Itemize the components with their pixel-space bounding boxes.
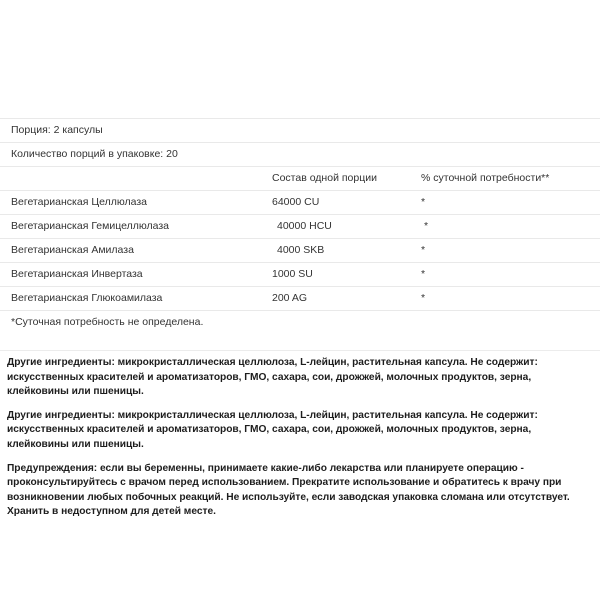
ingredient-amount: 200 AG [272,292,308,304]
servings-per-container-label: Количество порций в упаковке: 20 [11,148,178,160]
ingredient-amount: 1000 SU [272,268,313,280]
serving-size-label: Порция: 2 капсулы [11,124,103,136]
ingredient-name: Вегетарианская Глюкоамилаза [11,292,163,304]
daily-value-footnote: *Суточная потребность не определена. [11,316,204,328]
ingredient-amount: 4000 SKB [277,244,325,256]
ingredient-amount: 40000 HCU [277,220,332,232]
ingredient-daily-value: * [421,196,426,208]
disclaimers-section [0,356,600,520]
ingredient-name: Вегетарианская Целлюлаза [11,196,147,208]
serving-size-row [0,119,600,142]
table-header-row [0,167,600,190]
warnings-paragraph: Предупреждения: если вы беременны, принимаете какие-либо лекарства или планируете операцию - проконсультируйтесь с врачом перед использованием. Прекратите использование и обратитесь к врачу при возникновении любых побочных реакций. Не используйте, если заводская упаковка сломана или отсутствует. Хранить в недоступном для детей месте. [7,462,570,518]
table-row [0,287,600,310]
ingredient-amount: 64000 CU [272,196,320,208]
supplement-facts-table [0,118,600,334]
column-header-amount-per-serving: Состав одной порции [272,172,377,184]
ingredient-name: Вегетарианская Амилаза [11,244,134,256]
ingredient-daily-value: * [424,220,429,232]
table-row [0,215,600,238]
other-ingredients-paragraph-duplicate: Другие ингредиенты: микрокристаллическая целлюлоза, L-лейцин, растительная капсула. Не содержит: искусственных красителей и ароматизаторов, ГМО, сахара, сои, дрожжей, молочных продуктов, зерна, клейковины или пшеницы. [7,409,538,450]
servings-per-container-row [0,143,600,166]
table-row [0,263,600,286]
ingredient-daily-value: * [421,244,426,256]
ingredient-daily-value: * [421,268,426,280]
column-header-daily-value: % суточной потребности** [421,172,550,184]
ingredient-daily-value: * [421,292,426,304]
ingredient-name: Вегетарианская Инвертаза [11,268,143,280]
other-ingredients-paragraph: Другие ингредиенты: микрокристаллическая целлюлоза, L-лейцин, растительная капсула. Не содержит: искусственных красителей и ароматизаторов, ГМО, сахара, сои, дрожжей, молочных продуктов, зерна, клейковины или пшеницы. [7,357,538,398]
disclaimer-divider [0,350,600,351]
ingredient-name: Вегетарианская Гемицеллюлаза [11,220,170,232]
table-row [0,191,600,214]
table-row [0,239,600,262]
